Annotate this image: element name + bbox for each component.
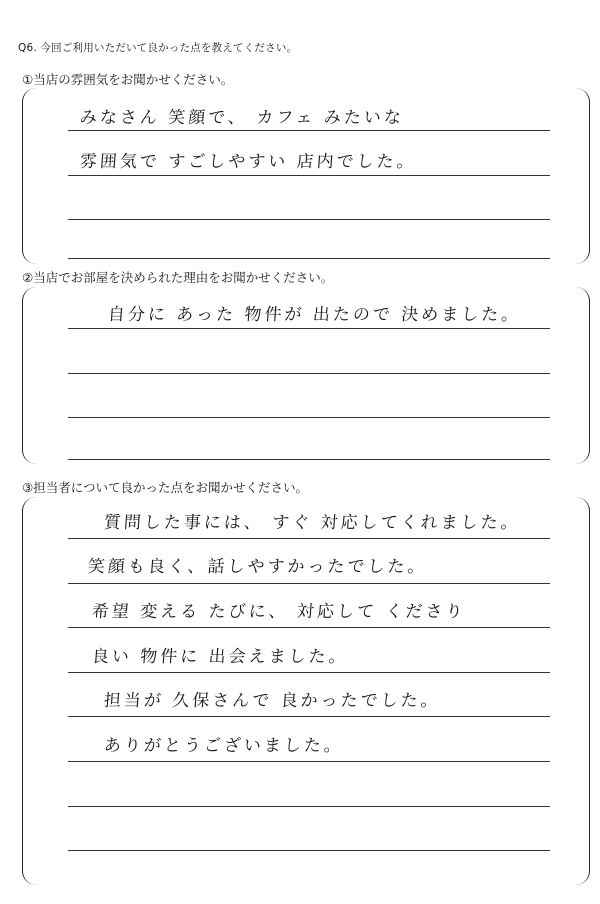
section-3-answer-line-3: 希望 変える たびに、 対応して くださり [91,602,467,622]
section-1-answer-line-2: 雰囲気で すごしやすい 店内でした。 [79,152,418,172]
section-3-answer-line-4: 良い 物件に 出会えました。 [91,647,350,667]
answer-line [68,175,550,176]
answer-line [68,761,550,762]
answer-line [68,627,550,628]
answer-line [68,716,550,717]
answer-line [68,850,550,851]
answer-line [68,806,550,807]
answer-line [68,583,550,584]
section-2-answer-line-1: 自分に あった 物件が 出たので 決めました。 [107,305,522,325]
answer-line [68,258,550,259]
answer-line [68,459,550,460]
answer-line [68,328,550,329]
answer-line [68,538,550,539]
section-3-answer-line-2: 笑顔も良く、話しやすかったでした。 [87,557,429,577]
section-2-title: ②当店でお部屋を決められた理由をお聞かせください。 [22,270,334,285]
section-3-answer-line-5: 担当が 久保さんで 良かったでした。 [103,691,442,711]
section-3-title: ③担当者について良かった点をお聞かせください。 [22,480,308,495]
section-3-answer-line-6: ありがとうございました。 [103,736,345,756]
answer-line [68,417,550,418]
answer-line [68,130,550,131]
section-1-answer-line-1: みなさん 笑顔で、 カフェ みたいな [79,108,405,128]
answer-line [68,672,550,673]
answer-line [68,373,550,374]
question-heading: Q6. 今回ご利用いただいて良かった点を教えてください。 [18,42,298,54]
section-1-title: ①当店の雰囲気をお聞かせください。 [22,72,234,87]
section-3-answer-line-1: 質問した事には、 すぐ 対応してくれました。 [103,513,522,533]
answer-line [68,219,550,220]
